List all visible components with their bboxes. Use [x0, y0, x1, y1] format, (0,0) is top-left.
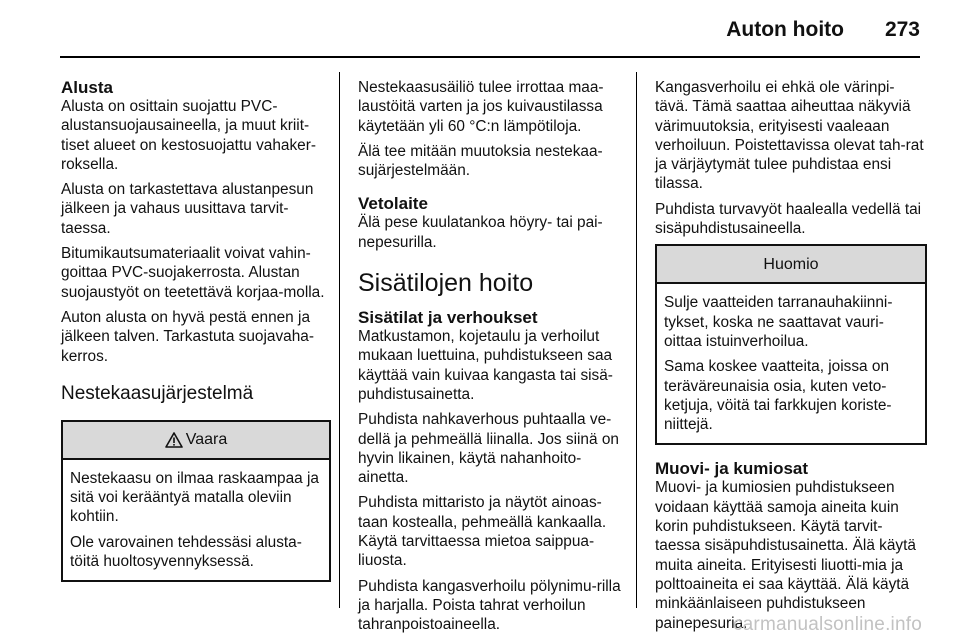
- column-1: [61, 78, 331, 582]
- nestekaasu-heading: Nestekaasujärjestelmä: [61, 382, 254, 404]
- paragraph: Puhdista nahkaverhous puhtaalla ve-dellä ja pehmeällä liinalla. Jos siinä on hyvin likainen, käytä nahanhoito-ainetta.: [358, 411, 619, 487]
- sisatilat-heading: Sisätilat ja verhoukset: [358, 308, 538, 328]
- paragraph: Nestekaasu on ilmaa raskaampaa ja sitä voi kerääntyä matalla oleviin kohtiin.: [70, 469, 319, 526]
- alusta-heading: Alusta: [61, 78, 113, 97]
- paragraph: Nestekaasusäiliö tulee irrottaa maa-laustöitä varten ja jos kuivaustilassa käytetään yli 60 °C:n lämpötiloja.: [358, 79, 604, 135]
- page-header: [0, 0, 960, 56]
- paragraph: Alusta on tarkastettava alustanpesun jälkeen ja vahaus uusittava tarvit-taessa.: [61, 181, 314, 237]
- paragraph: Puhdista turvavyöt haalealla vedellä tai sisäpuhdistusaineella.: [655, 200, 922, 238]
- paragraph: Matkustamon, kojetaulu ja verhoilut mukaan luettuina, puhdistukseen saa käyttää vain kuivaa kangasta tai sisä-puhdistusainetta.: [358, 328, 613, 403]
- paragraph: Älä tee mitään muutoksia nestekaa-sujärjestelmään.: [358, 142, 603, 180]
- warning-box: [61, 420, 331, 582]
- paragraph: Bitumikautsumateriaalit voivat vahin-goittaa PVC-suojakerrosta. Alustan suojaustyöt on teetettävä korjaa-molla.: [61, 245, 325, 301]
- vetolaite-heading: Vetolaite: [358, 194, 428, 214]
- sisatilojen-hoito-heading: Sisätilojen hoito: [358, 269, 534, 298]
- note-box-header: [657, 246, 925, 284]
- warning-box-title: Vaara: [185, 431, 228, 449]
- note-box: [655, 244, 927, 445]
- paragraph: Auton alusta on hyvä pestä ennen ja jälkeen talven. Tarkastuta suojavaha-kerros.: [61, 308, 314, 365]
- warning-triangle-icon: [165, 432, 183, 448]
- column-3: [655, 78, 927, 639]
- paragraph: Sulje vaatteiden tarranauhakiinni-tykset, koska ne saattavat vauri-oittaa istuinverhoilua.: [664, 294, 893, 350]
- page-number: 273: [884, 18, 920, 41]
- paragraph: Muovi- ja kumiosien puhdistukseen voidaan käyttää samoja aineita kuin korin puhdistukseen. Käytä tarvit-taessa sisäpuhdistusainetta. Älä käytä muita aineita. Erityisesti liuotti-mia ja polttoaineita ei saa käyttää. Älä käytä minkäänlaiseen puhdistukseen painepesuria.: [655, 479, 916, 632]
- note-box-body: [657, 284, 925, 443]
- warning-box-header: [63, 422, 329, 460]
- header-rule: [60, 56, 920, 58]
- paragraph: Puhdista mittaristo ja näytöt ainoas-taan kostealla, pehmeällä kankaalla. Käytä tarvittaessa mietoa saippua-liuosta.: [358, 494, 607, 570]
- paragraph: Kangasverhoilu ei ehkä ole värinpi-tävä. Tämä saattaa aiheuttaa näkyviä värimuutoksia, erityisesti vaaleaan verhoiluun. Poistettavissa olevat tah-rat ja värjäytymät tulee puhdistaa ensi tilassa.: [655, 79, 924, 193]
- column-2: [358, 78, 630, 641]
- watermark: carmanualsonline.info: [732, 614, 922, 635]
- paragraph: Ole varovainen tehdessäsi alusta-töitä huoltosyvennyksessä.: [70, 533, 302, 571]
- paragraph: Alusta on osittain suojattu PVC-alustansuojausaineella, ja muut kriit-tiset alueet on kestosuojattu vahaker-roksella.: [61, 98, 316, 173]
- column-divider: [339, 72, 340, 608]
- warning-box-body: [63, 460, 329, 580]
- paragraph: Sama koskee vaatteita, joissa on teräväreunaisia osia, kuten veto-ketjuja, vöitä tai farkkujen koriste-niittejä.: [664, 358, 892, 434]
- paragraph: Puhdista kangasverhoilu pölynimu-rilla ja harjalla. Poista tahrat verhoilun tahranpoistoaineella.: [358, 577, 621, 634]
- section-title: Auton hoito: [726, 18, 844, 41]
- note-box-title: Huomio: [763, 255, 819, 273]
- muovi-heading: Muovi- ja kumiosat: [655, 459, 809, 479]
- paragraph: Älä pese kuulatankoa höyry- tai pai-nepesurilla.: [358, 214, 603, 251]
- column-divider: [636, 72, 637, 608]
